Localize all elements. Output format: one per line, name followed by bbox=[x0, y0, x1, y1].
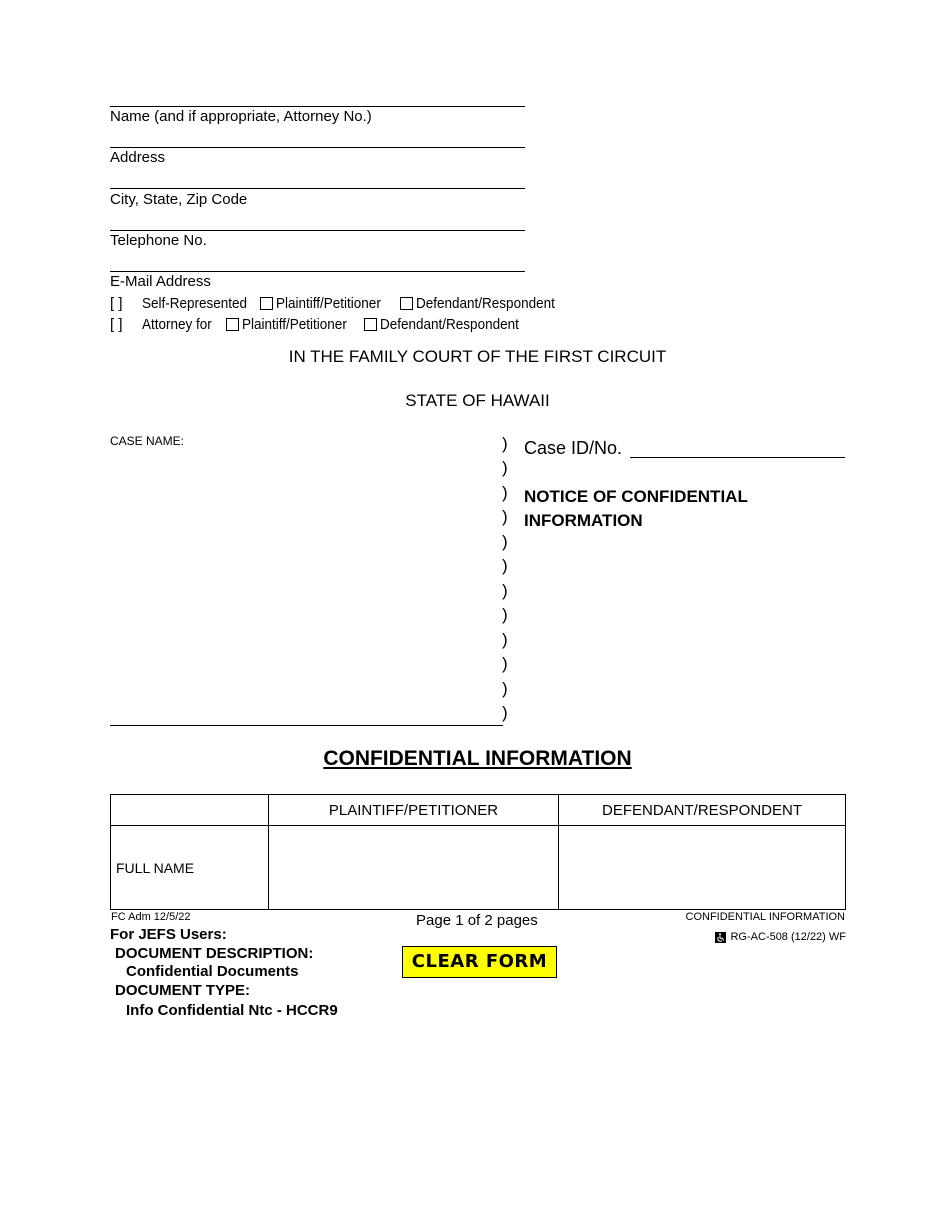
doc-type-label: DOCUMENT TYPE: bbox=[115, 982, 250, 999]
table-corner-cell bbox=[111, 795, 269, 826]
self-represented-checkbox[interactable]: [ ] bbox=[110, 295, 123, 312]
email-field-line[interactable] bbox=[110, 271, 525, 272]
caption-paren: ) bbox=[502, 556, 508, 575]
self-defendant-label: Defendant/Respondent bbox=[416, 295, 555, 312]
caption-paren: ) bbox=[502, 654, 508, 673]
confidential-heading: CONFIDENTIAL INFORMATION bbox=[323, 747, 632, 770]
email-field-label: E-Mail Address bbox=[110, 273, 211, 290]
full-name-row-label: FULL NAME bbox=[111, 826, 269, 910]
caption-paren: ) bbox=[502, 507, 508, 526]
attorney-plaintiff-label: Plaintiff/Petitioner bbox=[242, 316, 347, 333]
case-id-field[interactable] bbox=[630, 457, 845, 458]
address-field-label: Address bbox=[110, 149, 166, 166]
page-info: Page 1 of 2 pages bbox=[416, 912, 538, 929]
defendant-full-name-cell[interactable] bbox=[559, 826, 846, 910]
self-plaintiff-checkbox[interactable] bbox=[260, 297, 273, 310]
defendant-column-header: DEFENDANT/RESPONDENT bbox=[559, 795, 846, 826]
caption-paren: ) bbox=[502, 483, 508, 502]
state-title: STATE OF HAWAII bbox=[405, 391, 550, 410]
attorney-plaintiff-checkbox[interactable] bbox=[226, 318, 239, 331]
form-date: FC Adm 12/5/22 bbox=[111, 911, 191, 923]
attorney-for-row bbox=[110, 316, 534, 333]
confidential-footer-label: CONFIDENTIAL INFORMATION bbox=[685, 911, 845, 923]
self-plaintiff-label: Plaintiff/Petitioner bbox=[276, 295, 381, 312]
notice-title-line1: NOTICE OF CONFIDENTIAL bbox=[524, 487, 748, 506]
caption-paren: ) bbox=[502, 630, 508, 649]
form-code: RG-AC-508 (12/22) WF bbox=[730, 931, 846, 943]
plaintiff-full-name-cell[interactable] bbox=[269, 826, 559, 910]
self-defendant-checkbox[interactable] bbox=[400, 297, 413, 310]
plaintiff-column-header: PLAINTIFF/PETITIONER bbox=[269, 795, 559, 826]
caption-paren: ) bbox=[502, 703, 508, 722]
court-title: IN THE FAMILY COURT OF THE FIRST CIRCUIT bbox=[288, 347, 667, 366]
notice-title-line2: INFORMATION bbox=[524, 511, 643, 530]
caption-paren: ) bbox=[502, 581, 508, 600]
self-represented-label: Self-Represented bbox=[142, 295, 248, 312]
caption-paren: ) bbox=[502, 679, 508, 698]
case-name-label: CASE NAME: bbox=[110, 434, 185, 448]
telephone-field-line[interactable] bbox=[110, 230, 525, 231]
attorney-for-checkbox[interactable]: [ ] bbox=[110, 316, 123, 333]
jefs-title: For JEFS Users: bbox=[110, 926, 227, 943]
telephone-field-label: Telephone No. bbox=[110, 232, 207, 249]
case-name-line[interactable] bbox=[110, 725, 503, 726]
doc-description-value: Confidential Documents bbox=[126, 963, 299, 980]
attorney-defendant-label: Defendant/Respondent bbox=[380, 316, 519, 333]
case-id-label: Case ID/No. bbox=[524, 438, 623, 458]
confidential-table bbox=[110, 794, 846, 910]
self-represented-row bbox=[110, 295, 570, 312]
caption-paren: ) bbox=[502, 458, 508, 477]
wheelchair-icon bbox=[715, 932, 726, 943]
form-code-block bbox=[715, 931, 846, 943]
caption-paren: ) bbox=[502, 434, 508, 453]
caption-paren: ) bbox=[502, 532, 508, 551]
doc-type-value: Info Confidential Ntc - HCCR9 bbox=[126, 1002, 338, 1019]
attorney-defendant-checkbox[interactable] bbox=[364, 318, 377, 331]
address-field-line[interactable] bbox=[110, 147, 525, 148]
name-field-label: Name (and if appropriate, Attorney No.) bbox=[110, 108, 372, 125]
clear-form-button[interactable]: CLEAR FORM bbox=[402, 946, 557, 978]
city-field-line[interactable] bbox=[110, 188, 525, 189]
city-field-label: City, State, Zip Code bbox=[110, 191, 248, 208]
caption-paren: ) bbox=[502, 605, 508, 624]
attorney-for-label: Attorney for bbox=[142, 316, 212, 333]
name-field-line[interactable] bbox=[110, 106, 525, 107]
doc-description-label: DOCUMENT DESCRIPTION: bbox=[115, 945, 314, 962]
